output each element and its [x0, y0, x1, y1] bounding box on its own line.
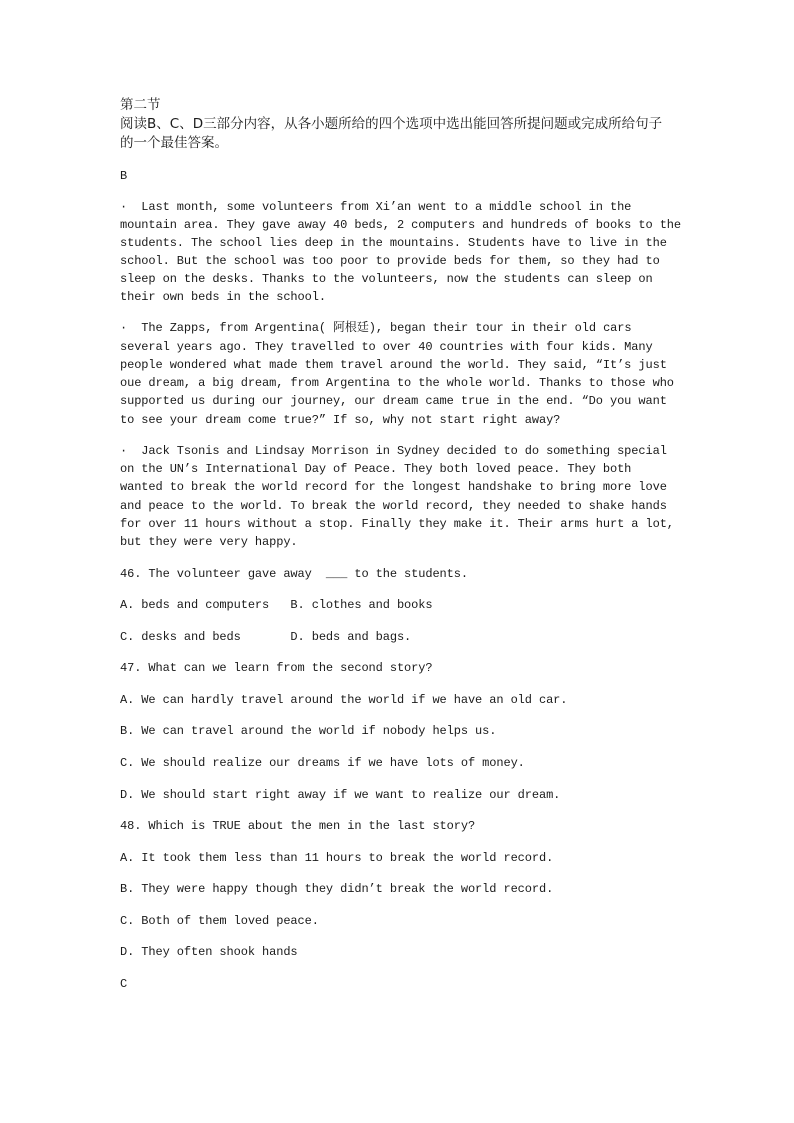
paragraph-line: supported us during our journey, our dream came true in the end. “Do you want: [120, 394, 667, 408]
paragraph-line: their own beds in the school.: [120, 290, 326, 304]
option-row: A. beds and computers B. clothes and books: [120, 598, 433, 612]
paragraph-line: several years ago. They travelled to over 40 countries with four kids. Many: [120, 340, 653, 354]
paragraph-line: mountain area. They gave away 40 beds, 2 computers and hundreds of books to the: [120, 218, 681, 232]
question-stem: 48. Which is TRUE about the men in the last story?: [120, 819, 476, 833]
paragraph-line: · Jack Tsonis and Lindsay Morrison in Sydney decided to do something special: [120, 444, 667, 458]
option-row: B. We can travel around the world if nobody helps us.: [120, 724, 497, 738]
paragraph-line: students. The school lies deep in the mountains. Students have to live in the: [120, 236, 667, 250]
paragraph-line: but they were very happy.: [120, 535, 298, 549]
option-row: C. We should realize our dreams if we have lots of money.: [120, 756, 525, 770]
option-row: D. We should start right away if we want to realize our dream.: [120, 788, 561, 802]
instruction-line-2: 的一个最佳答案。: [120, 135, 228, 151]
option-row: C. desks and beds D. beds and bags.: [120, 630, 412, 644]
paragraph-line: on the UN’s International Day of Peace. They both loved peace. They both: [120, 462, 632, 476]
part-label-c: C: [120, 977, 128, 991]
question-stem: 47. What can we learn from the second story?: [120, 661, 433, 675]
paragraph-line: to see your dream come true?” If so, why not start right away?: [120, 413, 561, 427]
instruction-line-1: 阅读B、C、D三部分内容，从各小题所给的四个选项中选出能回答所提问题或完成所给句子: [120, 116, 663, 132]
part-label-b: B: [120, 169, 128, 183]
option-row: A. It took them less than 11 hours to break the world record.: [120, 851, 554, 865]
option-row: C. Both of them loved peace.: [120, 914, 319, 928]
option-row: A. We can hardly travel around the world if we have an old car.: [120, 693, 568, 707]
option-row: B. They were happy though they didn’t break the world record.: [120, 882, 554, 896]
paragraph-line: · Last month, some volunteers from Xi’an went to a middle school in the: [120, 200, 632, 214]
paragraph-line: and peace to the world. To break the world record, they needed to shake hands: [120, 499, 667, 513]
paragraph-line: wanted to break the world record for the longest handshake to bring more love: [120, 480, 667, 494]
paragraph-line: · The Zapps, from Argentina( 阿根廷), began their tour in their old cars: [120, 321, 632, 335]
paragraph-line: oue dream, a big dream, from Argentina to the whole world. Thanks to those who: [120, 376, 674, 390]
paragraph-line: people wondered what made them travel around the world. They said, “It’s just: [120, 358, 667, 372]
paragraph-line: school. But the school was too poor to provide beds for them, so they had to: [120, 254, 660, 268]
paragraph-line: for over 11 hours without a stop. Finally they make it. Their arms hurt a lot,: [120, 517, 674, 531]
paragraph-line: sleep on the desks. Thanks to the volunteers, now the students can sleep on: [120, 272, 653, 286]
section-title: 第二节: [120, 97, 161, 113]
option-row: D. They often shook hands: [120, 945, 298, 959]
question-stem: 46. The volunteer gave away ___ to the students.: [120, 567, 468, 581]
